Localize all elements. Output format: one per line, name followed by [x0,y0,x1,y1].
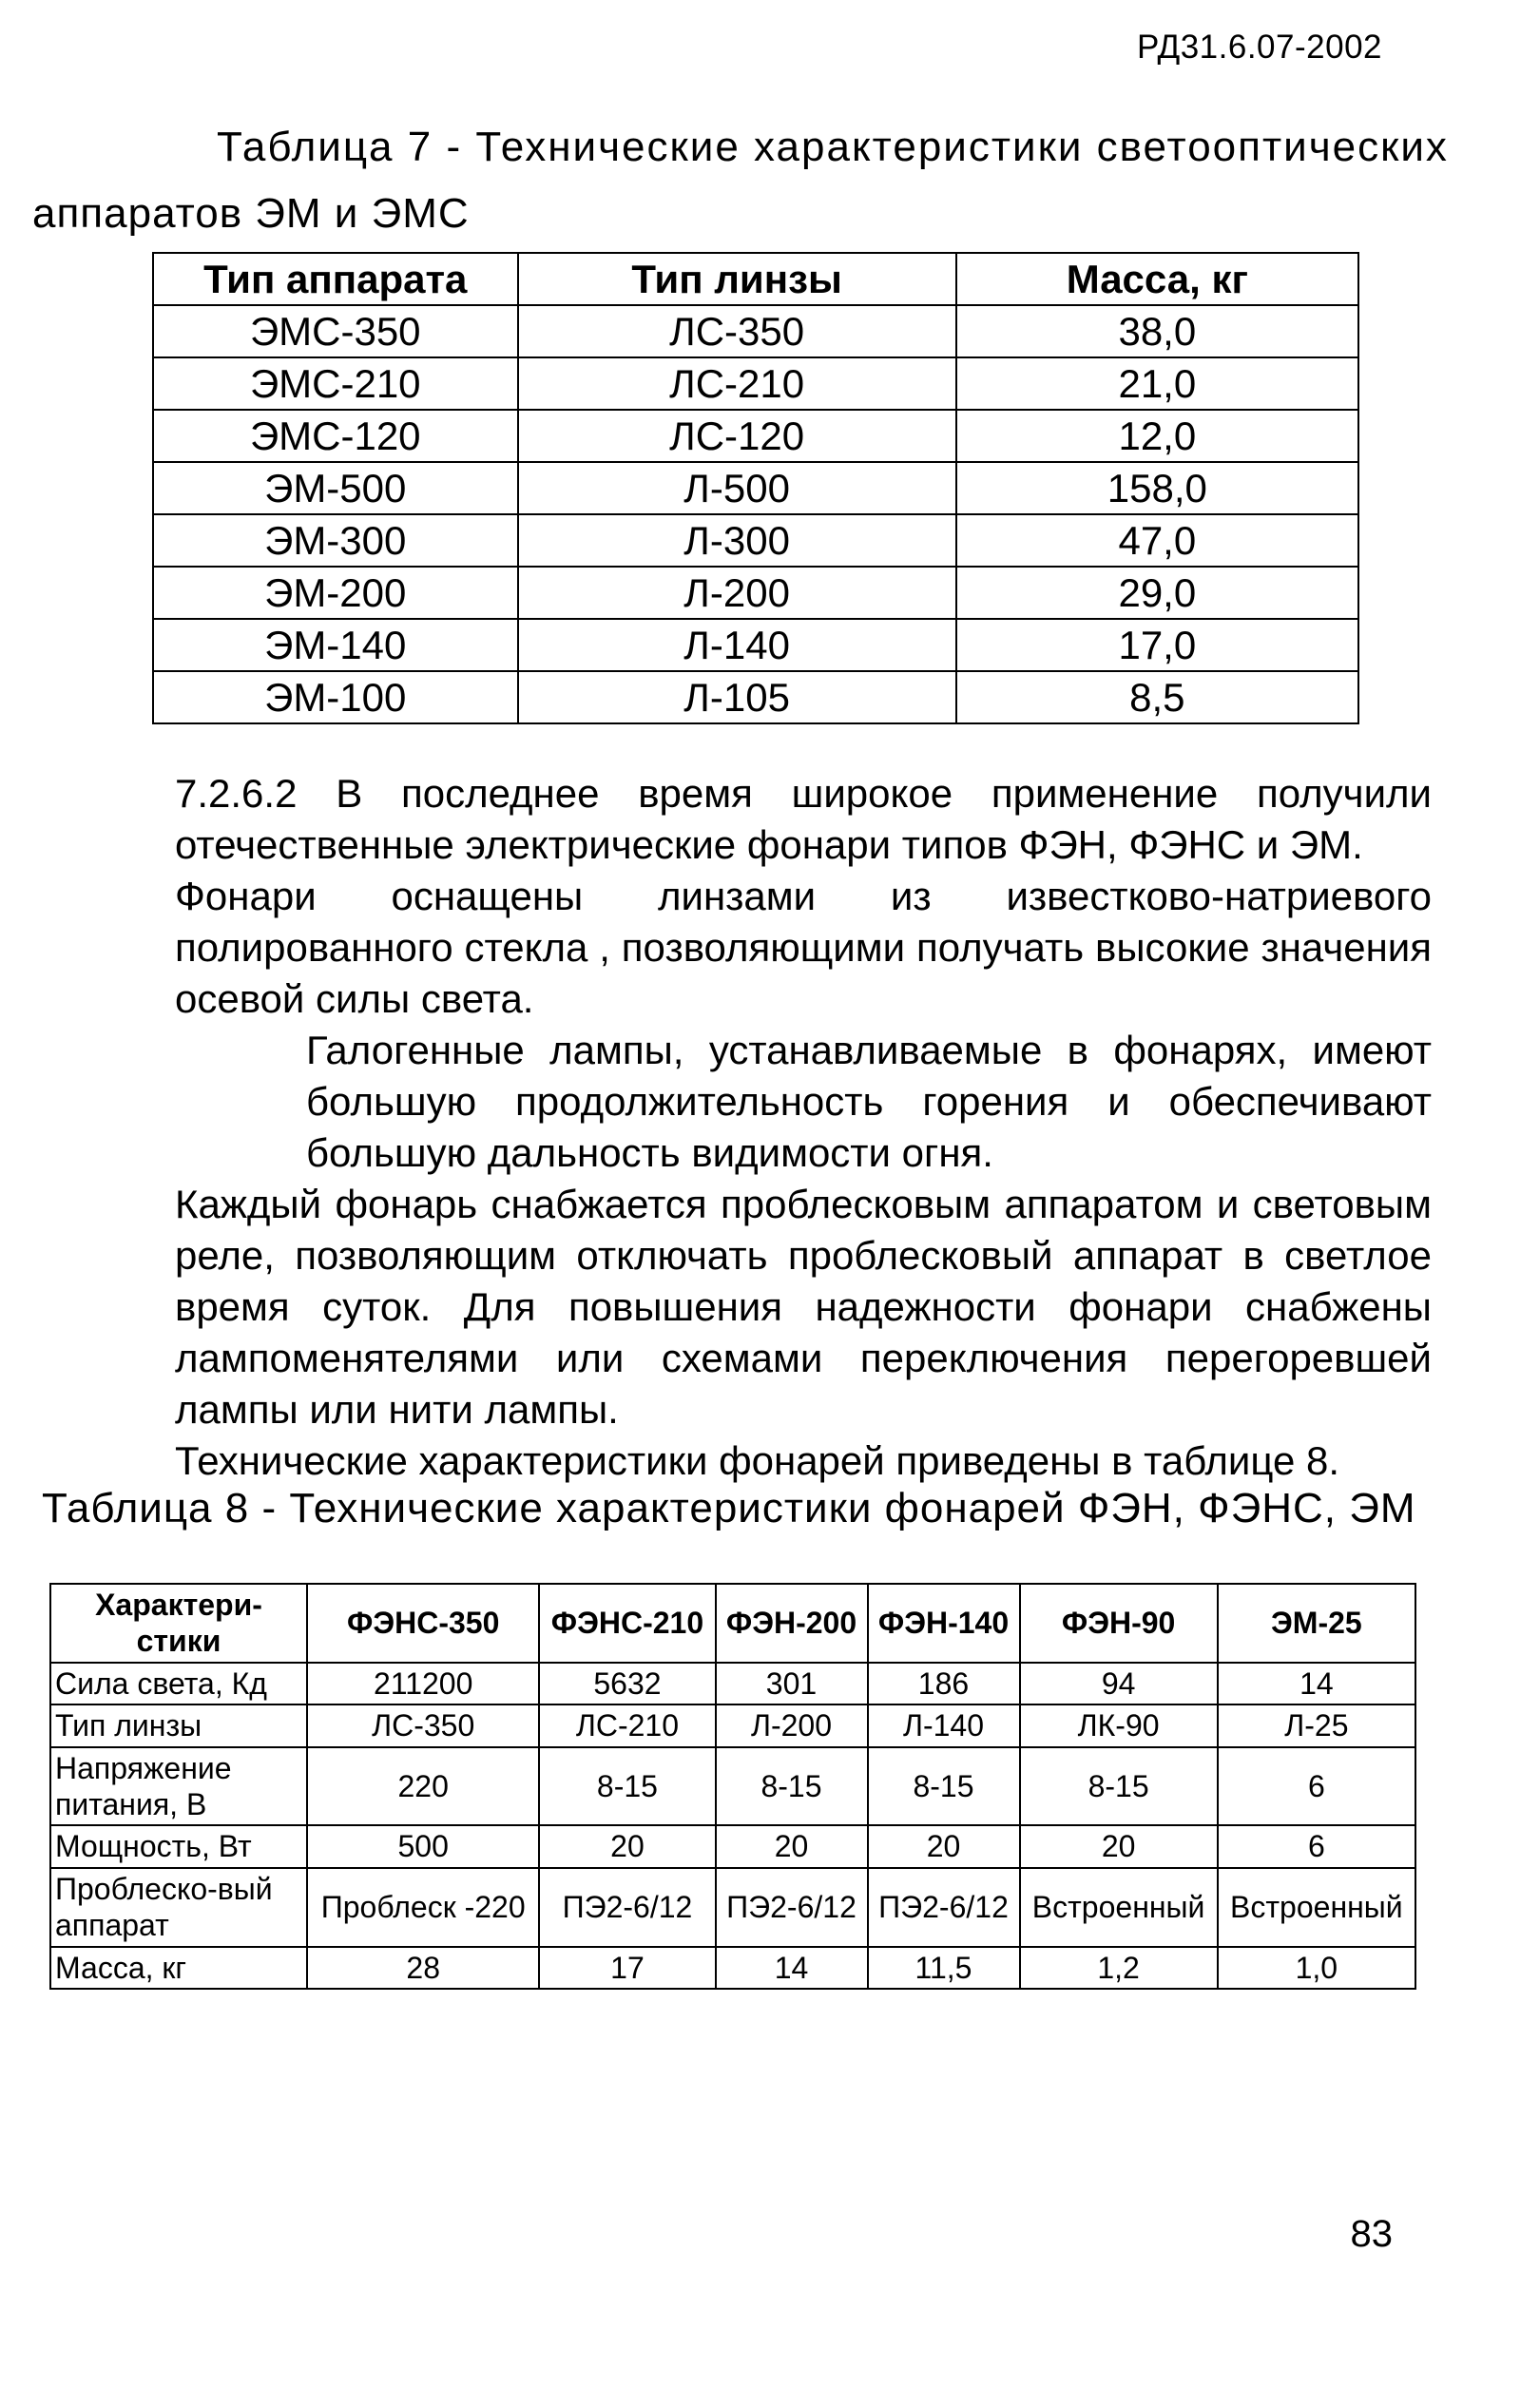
cell: ЭМС-120 [153,410,518,462]
table8-header-cell: Характери-стики [50,1584,307,1663]
paragraph: Каждый фонарь снабжается проблесковым аппаратом и световым реле, позволяющим отключать проблесковый аппарат в светлое время суток. Для повышения надежности фонари снабжены лампоменятелями или схемами переключения перегоревшей лампы или нити лампы. [175,1182,1432,1432]
cell: 220 [307,1747,539,1826]
cell: 94 [1020,1663,1218,1704]
cell: Л-300 [518,514,956,567]
cell: 20 [1020,1825,1218,1867]
table-row [153,410,1358,462]
table-row [153,305,1358,357]
cell: ПЭ2-6/12 [539,1868,715,1947]
cell: 17,0 [956,619,1358,671]
row-label: Сила света, Кд [50,1663,307,1704]
cell: ЭМС-350 [153,305,518,357]
table-row [153,514,1358,567]
cell: 47,0 [956,514,1358,567]
table7-header-cell: Тип аппарата [153,253,518,305]
cell: ПЭ2-6/12 [868,1868,1020,1947]
row-label: Тип линзы [50,1704,307,1746]
cell: 158,0 [956,462,1358,514]
cell: ПЭ2-6/12 [716,1868,868,1947]
cell: 1,0 [1218,1947,1415,1989]
cell: 301 [716,1663,868,1704]
cell: 500 [307,1825,539,1867]
cell: Встроенный [1218,1868,1415,1947]
cell: Л-200 [518,567,956,619]
cell: 6 [1218,1747,1415,1826]
table-row [50,1825,1415,1867]
cell: ЭМ-300 [153,514,518,567]
table7-header-cell: Тип линзы [518,253,956,305]
cell: ЛС-210 [539,1704,715,1746]
cell: 8-15 [539,1747,715,1826]
cell: Л-140 [868,1704,1020,1746]
cell: 8-15 [716,1747,868,1826]
paragraph: Технические характеристики фонарей приведены в таблице 8. [175,1438,1340,1483]
table-row [50,1747,1415,1826]
cell: ЛС-210 [518,357,956,410]
paragraph: Галогенные лампы, устанавливаемые в фонарях, имеют большую продолжительность горения и обеспечивают большую дальность видимости огня. [306,1028,1432,1175]
cell: 21,0 [956,357,1358,410]
cell: Л-140 [518,619,956,671]
cell: ЛК-90 [1020,1704,1218,1746]
cell: Л-500 [518,462,956,514]
body-text [34,768,1432,1487]
table8-header-row [50,1584,1415,1663]
cell: ЭМ-100 [153,671,518,723]
table8-header-cell: ФЭНС-350 [307,1584,539,1663]
table-row [50,1947,1415,1989]
cell: ЭМС-210 [153,357,518,410]
cell: 14 [1218,1663,1415,1704]
cell: 17 [539,1947,715,1989]
cell: ЭМ-200 [153,567,518,619]
cell: Проблеск -220 [307,1868,539,1947]
table8-header-cell: ФЭН-200 [716,1584,868,1663]
row-label: Масса, кг [50,1947,307,1989]
table-row [153,671,1358,723]
table8-header-cell: ФЭН-90 [1020,1584,1218,1663]
table7-header-cell: Масса, кг [956,253,1358,305]
cell: 38,0 [956,305,1358,357]
cell: 1,2 [1020,1947,1218,1989]
page-number: 83 [1350,2213,1393,2255]
cell: 20 [539,1825,715,1867]
cell: Л-105 [518,671,956,723]
table-row [153,567,1358,619]
cell: 8,5 [956,671,1358,723]
cell: 211200 [307,1663,539,1704]
cell: Л-25 [1218,1704,1415,1746]
table-row [153,619,1358,671]
cell: 8-15 [868,1747,1020,1826]
paragraph: 7.2.6.2 В последнее время широкое применение получили отечественные электрические фонари типов ФЭН, ФЭНС и ЭМ. [175,771,1432,867]
cell: ЛС-120 [518,410,956,462]
table-row [50,1868,1415,1947]
cell: 29,0 [956,567,1358,619]
row-label: Мощность, Вт [50,1825,307,1867]
cell: Встроенный [1020,1868,1218,1947]
cell: 11,5 [868,1947,1020,1989]
cell: ЛС-350 [518,305,956,357]
cell: ЭМ-500 [153,462,518,514]
table7-caption: Таблица 7 - Технические характеристики светооптических [217,124,1449,170]
row-label: Проблеско-вый аппарат [50,1868,307,1947]
table8-header-cell: ФЭНС-210 [539,1584,715,1663]
document-code: РД31.6.07-2002 [1137,29,1382,66]
table-row [50,1663,1415,1704]
cell: ЭМ-140 [153,619,518,671]
cell: 8-15 [1020,1747,1218,1826]
table-row [50,1704,1415,1746]
cell: 28 [307,1947,539,1989]
cell: ЛС-350 [307,1704,539,1746]
table7 [152,252,1359,724]
cell: 14 [716,1947,868,1989]
table-row [153,357,1358,410]
table8 [49,1583,1416,1990]
paragraph: Фонари оснащены линзами из известково-натриевого полированного стекла , позволяющими получать высокие значения осевой силы света. [175,874,1432,1021]
cell: 12,0 [956,410,1358,462]
cell: 186 [868,1663,1020,1704]
cell: 20 [868,1825,1020,1867]
table7-caption-cont: аппаратов ЭМ и ЭМС [32,190,470,237]
table7-header-row [153,253,1358,305]
cell: 5632 [539,1663,715,1704]
cell: 6 [1218,1825,1415,1867]
row-label: Напряжение питания, В [50,1747,307,1826]
cell: Л-200 [716,1704,868,1746]
table-row [153,462,1358,514]
table8-caption: Таблица 8 - Технические характеристики фонарей ФЭН, ФЭНС, ЭМ [42,1485,1416,1531]
cell: 20 [716,1825,868,1867]
table8-header-cell: ФЭН-140 [868,1584,1020,1663]
table8-header-cell: ЭМ-25 [1218,1584,1415,1663]
